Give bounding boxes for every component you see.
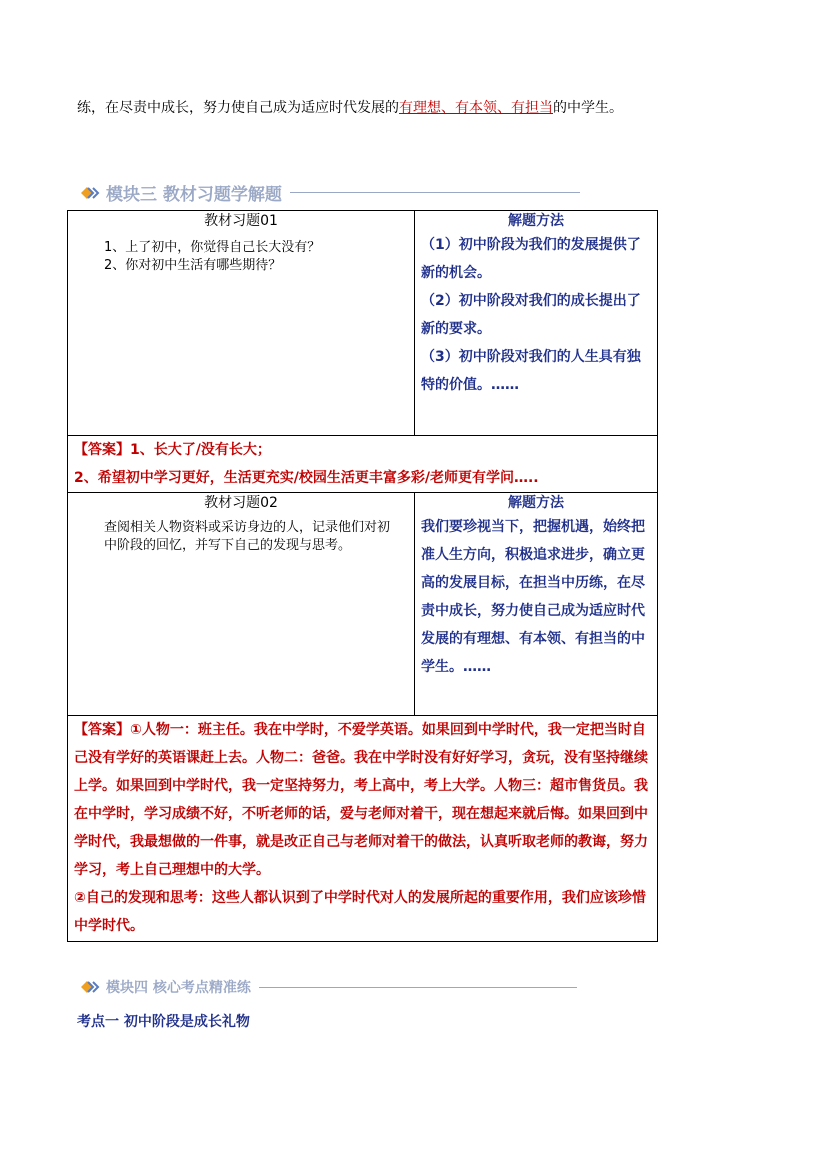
exercise2-question: 查阅相关人物资料或采访身边的人，记录他们对初中阶段的回忆，并写下自己的发现与思考。 bbox=[104, 520, 391, 553]
exercise1-questions bbox=[68, 231, 414, 275]
exercise2-answer bbox=[68, 716, 657, 940]
exercise1-method-item-1: （1）初中阶段为我们的发展提供了新的机会。 bbox=[421, 237, 641, 281]
module4-title: 模块四 核心考点精准练 bbox=[106, 980, 251, 996]
exercise1-answer-line-1 bbox=[74, 436, 651, 464]
kaodian-heading: 考点一 初中阶段是成长礼物 bbox=[77, 1014, 250, 1030]
exercise1-answer-text-1: 1、长大了/没有长大； bbox=[130, 442, 271, 458]
exercise1-question-cell bbox=[68, 211, 415, 436]
exercise1-title: 教材习题01 bbox=[204, 213, 278, 229]
exercise2-answer-label: 【答案】 bbox=[74, 722, 130, 738]
exercise1-answer-line-2: 2、希望初中学习更好，生活更充实/校园生活更丰富多彩/老师更有学问….. bbox=[74, 470, 539, 486]
exercise2-question-cell bbox=[68, 493, 415, 716]
exercise1-method-item-2: （2）初中阶段对我们的成长提出了新的要求。 bbox=[421, 293, 641, 337]
exercise2-row bbox=[68, 493, 658, 716]
intro-highlight: 有理想、有本领、有担当 bbox=[399, 100, 553, 116]
exercise1-row bbox=[68, 211, 658, 436]
module4-heading bbox=[80, 977, 577, 997]
exercise1-question-2: 2、你对初中生活有哪些期待？ bbox=[104, 258, 282, 273]
module3-rule bbox=[290, 192, 580, 193]
exercise2-method-title: 解题方法 bbox=[508, 495, 564, 511]
exercise1-method-list bbox=[415, 231, 657, 399]
chevron-diamond-icon bbox=[80, 186, 102, 200]
exercise2-answer-para-2: ②自己的发现和思考：这些人都认识到了中学时代对人的发展所起的重要作用，我们应该珍惜中学时代。 bbox=[74, 890, 646, 934]
exercise1-answer bbox=[68, 436, 657, 492]
exercise2-answer-text-1: ①人物一：班主任。我在中学时，不爱学英语。如果回到中学时代，我一定把当时自己没有学好的英语课赶上去。人物二：爸爸。我在中学时没有好好学习，贪玩，没有坚持继续上学。如果回到中学时代，我一定坚持努力，考上高中，考上大学。人物三：超市售货员。我在中学时，学习成绩不好，不听老师的话，爱与老师对着干，现在想起来就后悔。如果回到中学时代，我最想做的一件事，就是改正自己与老师对着干的做法，认真听取老师的教诲，努力学习，考上自己理想中的大学。 bbox=[74, 722, 648, 878]
intro-paragraph bbox=[77, 98, 623, 118]
exercise1-answer-cell bbox=[68, 436, 658, 493]
module3-title: 模块三 教材习题学解题 bbox=[106, 185, 282, 205]
exercise1-method-item-3: （3）初中阶段对我们的人生具有独特的价值。…… bbox=[421, 349, 641, 393]
module3-heading bbox=[80, 180, 580, 205]
intro-text-before: 练，在尽责中成长，努力使自己成为适应时代发展的 bbox=[77, 100, 399, 116]
exercise2-method-text: 我们要珍视当下，把握机遇，始终把准人生方向，积极追求进步，确立更高的发展目标，在担当中历练，在尽责中成长，努力使自己成为适应时代发展的有理想、有本领、有担当的中学生。…… bbox=[421, 519, 645, 675]
exercise1-answer-row bbox=[68, 436, 658, 493]
exercise2-title: 教材习题02 bbox=[204, 495, 278, 511]
intro-text-after: 的中学生。 bbox=[553, 100, 623, 116]
module4-rule bbox=[259, 987, 577, 988]
exercise1-question-1: 1、上了初中，你觉得自己长大没有？ bbox=[104, 240, 321, 255]
exercise2-answer-row bbox=[68, 716, 658, 942]
exercise1-answer-label: 【答案】 bbox=[74, 442, 130, 458]
exercise1-method-cell bbox=[415, 211, 658, 436]
exercise2-answer-cell bbox=[68, 716, 658, 942]
chevron-diamond-icon bbox=[80, 980, 102, 994]
exercise2-answer-para-1 bbox=[74, 716, 651, 884]
exercise1-method-title: 解题方法 bbox=[508, 213, 564, 229]
exercise2-method-cell bbox=[415, 493, 658, 716]
exercise-table bbox=[67, 210, 658, 942]
